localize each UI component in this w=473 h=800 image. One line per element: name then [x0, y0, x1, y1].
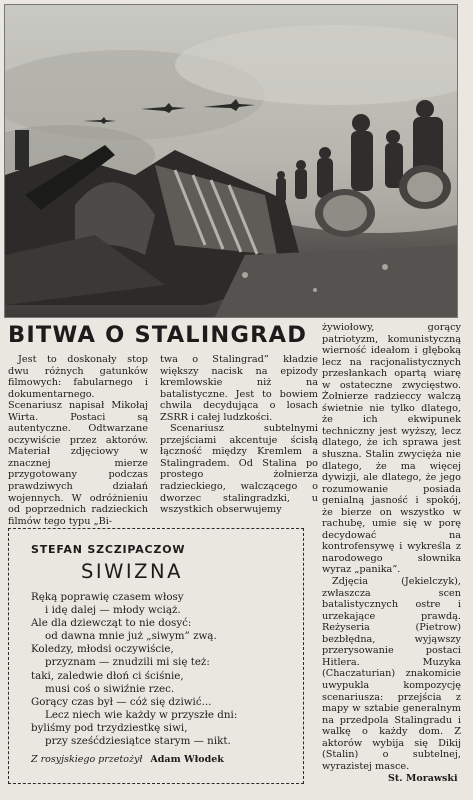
poem-line: Ręką poprawię czasem włosy: [31, 591, 184, 603]
article-signature: St. Morawski: [388, 773, 458, 784]
war-photo: [4, 4, 458, 318]
poem-credit-label: Z rosyjskiego przetożył: [31, 754, 143, 766]
poem-line: Lecz niech wie każdy w przyszłe dni:: [45, 708, 238, 721]
war-photo-illustration: [5, 5, 457, 317]
poem-line: i idę dalej — młody wciąż.: [45, 604, 181, 617]
article-paragraph: twa o Stalingrad” kładzie większy nacisk na epizody kremlowskie niż na batalistyczne. Jest to bowiem chwila decydująca o losach ZSRR i całej ludzkości.: [160, 354, 318, 423]
article-paragraph: Jest to doskonały stop dwu różnych gatunków filmowych: fabularnego i dokumentarnego. Scenariusz napisał Mikołaj Wirta. Postaci są autentyczne. Odtwarzane oczywiście przez aktorów. Materiał zdjęciowy w znacznej mierze przygotowany podczas prawdziwych działań wojennych. W odróżnieniu od poprzednich radzieckich filmów tego typu „Bi-: [8, 354, 148, 527]
article-column-1: [8, 354, 148, 527]
poem-line: Koledzy, młodsi oczywiście,: [31, 643, 174, 656]
poem-line: Ale dla dziewcząt to nie dosyć:: [31, 617, 192, 630]
poem-line: od dawna mnie już „siwym” zwą.: [45, 630, 217, 643]
article-column-3: [322, 322, 461, 772]
poem-line: Gorący czas był — cóż się dziwić...: [31, 695, 212, 708]
poem-line: taki, zaledwie dłoń ci ściśnie,: [31, 669, 184, 682]
article-column-2: [160, 354, 318, 516]
poem-line: przy sześćdziesiątce starym — nikt.: [45, 735, 231, 748]
poem-line: przyznam — znudzili mi się też:: [45, 656, 210, 669]
article-paragraph: żywiołowy, gorący patriotyzm, komunistyczną wierność ideałom i głęboką lecz na racjonalistycznych przesłankach opartą wiarę w ostateczne zwycięstwo. Żołnierze radzieccy walczą świetnie nie tylko dlatego, że ich ekwipunek techniczny jest wyższy, lecz dlatego, że ich sprawa jest słuszna. Stalin zwycięża nie dlatego, że ma więcej dywizji, ale dlatego, że jego rozumowanie posiada genialną jasność i spokój, że bierze on wszystko w rachubę, umie się w porę decydować na kontrofensywę i wykreśla z narodowego słownika wyraz „panika”.: [322, 322, 461, 576]
poem-line: musi coś o siwiźnie rzec.: [45, 682, 175, 695]
poem-author: STEFAN SZCZIPACZOW: [31, 543, 186, 556]
article-paragraph: Scenariusz subtelnymi przejściami akcentuje ścisłą łączność między Kremlem a Stalingradem. Od Stalina po prostego żołnierza radzieckiego, walczącego o dworzec stalingradzki, u wszystkich obserwujemy: [160, 423, 318, 516]
poem-box: [8, 528, 304, 784]
article-title: BITWA O STALINGRAD: [8, 322, 308, 348]
poem-text: [31, 591, 289, 748]
poem-translator: Adam Włodek: [150, 754, 224, 766]
poem-title: SIWIZNA: [81, 560, 183, 583]
article-paragraph: Zdjęcia (Jekielczyk), zwłaszcza scen batalistycznych ostre i urzekające prawdą. Reżyseria (Pietrow) bezbłędna, wyjąwszy przerysowanie postaci Hitlera. Muzyka (Chaczaturian) znakomicie uwypukla kompozycję scenariusza: przejścia z mapy w sztabie generalnym na przedpola Stalingradu i walkę o każdy dom. Z aktorów wybija się Dikij (Stalin) o subtelnej, wyrazistej masce.: [322, 576, 461, 772]
poem-line: byliśmy pod trzydziestkę siwi,: [31, 721, 188, 734]
poem-credit: [31, 754, 289, 765]
